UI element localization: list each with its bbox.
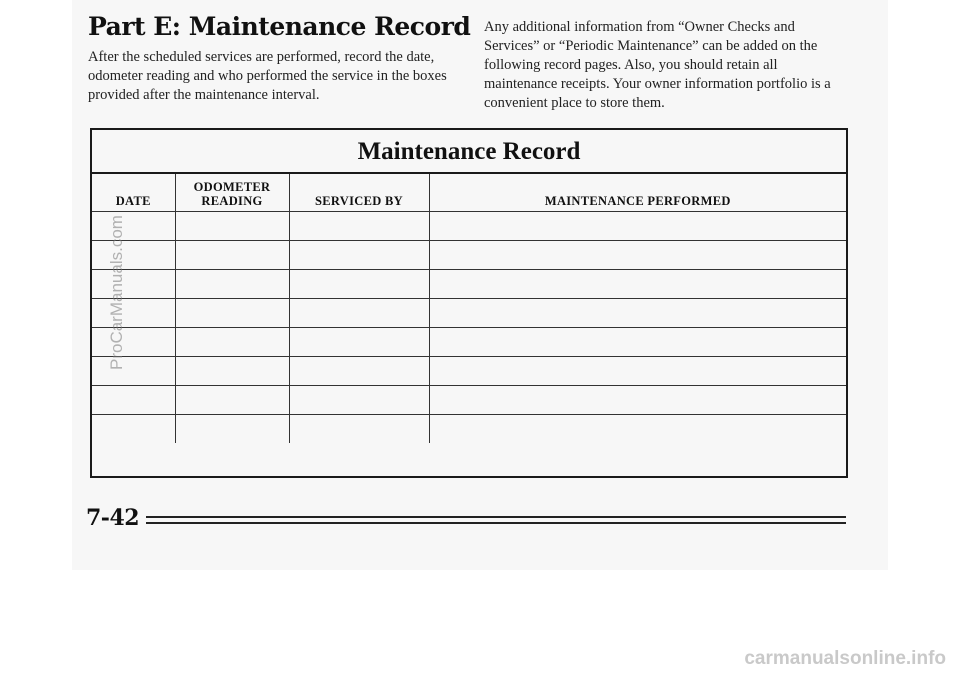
column-header-serviced-by: SERVICED BY	[289, 174, 429, 212]
cell-serviced-by	[289, 212, 429, 241]
cell-odometer	[175, 415, 289, 444]
record-row	[92, 415, 846, 444]
cell-serviced-by	[289, 241, 429, 270]
column-header-odometer: ODOMETER READING	[175, 174, 289, 212]
footer-rule-thin	[146, 522, 846, 524]
cell-serviced-by	[289, 415, 429, 444]
bottom-watermark: carmanualsonline.info	[744, 648, 946, 669]
cell-odometer	[175, 270, 289, 299]
record-title: Maintenance Record	[92, 130, 846, 174]
cell-maintenance	[429, 415, 846, 444]
maintenance-record-table	[90, 128, 848, 478]
cell-maintenance	[429, 241, 846, 270]
cell-serviced-by	[289, 328, 429, 357]
record-grid	[92, 174, 846, 443]
cell-odometer	[175, 386, 289, 415]
cell-serviced-by	[289, 386, 429, 415]
side-watermark: ProCarManuals.com	[107, 215, 126, 370]
cell-odometer	[175, 212, 289, 241]
cell-maintenance	[429, 357, 846, 386]
cell-odometer	[175, 357, 289, 386]
cell-maintenance	[429, 212, 846, 241]
record-row	[92, 241, 846, 270]
column-header-maintenance: MAINTENANCE PERFORMED	[429, 174, 846, 212]
cell-odometer	[175, 241, 289, 270]
cell-odometer	[175, 299, 289, 328]
intro-paragraph: After the scheduled services are performed, record the date, odometer reading and who performed the service in the boxes provided after the maintenance interval.	[88, 49, 447, 103]
header-row	[92, 174, 846, 212]
cell-odometer	[175, 328, 289, 357]
cell-maintenance	[429, 270, 846, 299]
cell-date	[92, 415, 175, 444]
aside-paragraph: Any additional information from “Owner Checks and Services” or “Periodic Maintenance” can be added on the following record pages. Also, you should retain all maintenance receipts. Your owner information portfolio is a convenient place to store them.	[484, 19, 831, 111]
record-row	[92, 299, 846, 328]
column-header-date: DATE	[92, 174, 175, 212]
page-number: 7-42	[86, 505, 140, 531]
cell-date	[92, 386, 175, 415]
section-heading: Part E: Maintenance Record	[88, 12, 471, 41]
footer-rule	[146, 516, 846, 518]
cell-maintenance	[429, 328, 846, 357]
cell-serviced-by	[289, 270, 429, 299]
record-row	[92, 270, 846, 299]
record-row	[92, 386, 846, 415]
record-row	[92, 328, 846, 357]
cell-maintenance	[429, 386, 846, 415]
record-row	[92, 357, 846, 386]
record-row	[92, 212, 846, 241]
cell-maintenance	[429, 299, 846, 328]
cell-serviced-by	[289, 357, 429, 386]
cell-serviced-by	[289, 299, 429, 328]
